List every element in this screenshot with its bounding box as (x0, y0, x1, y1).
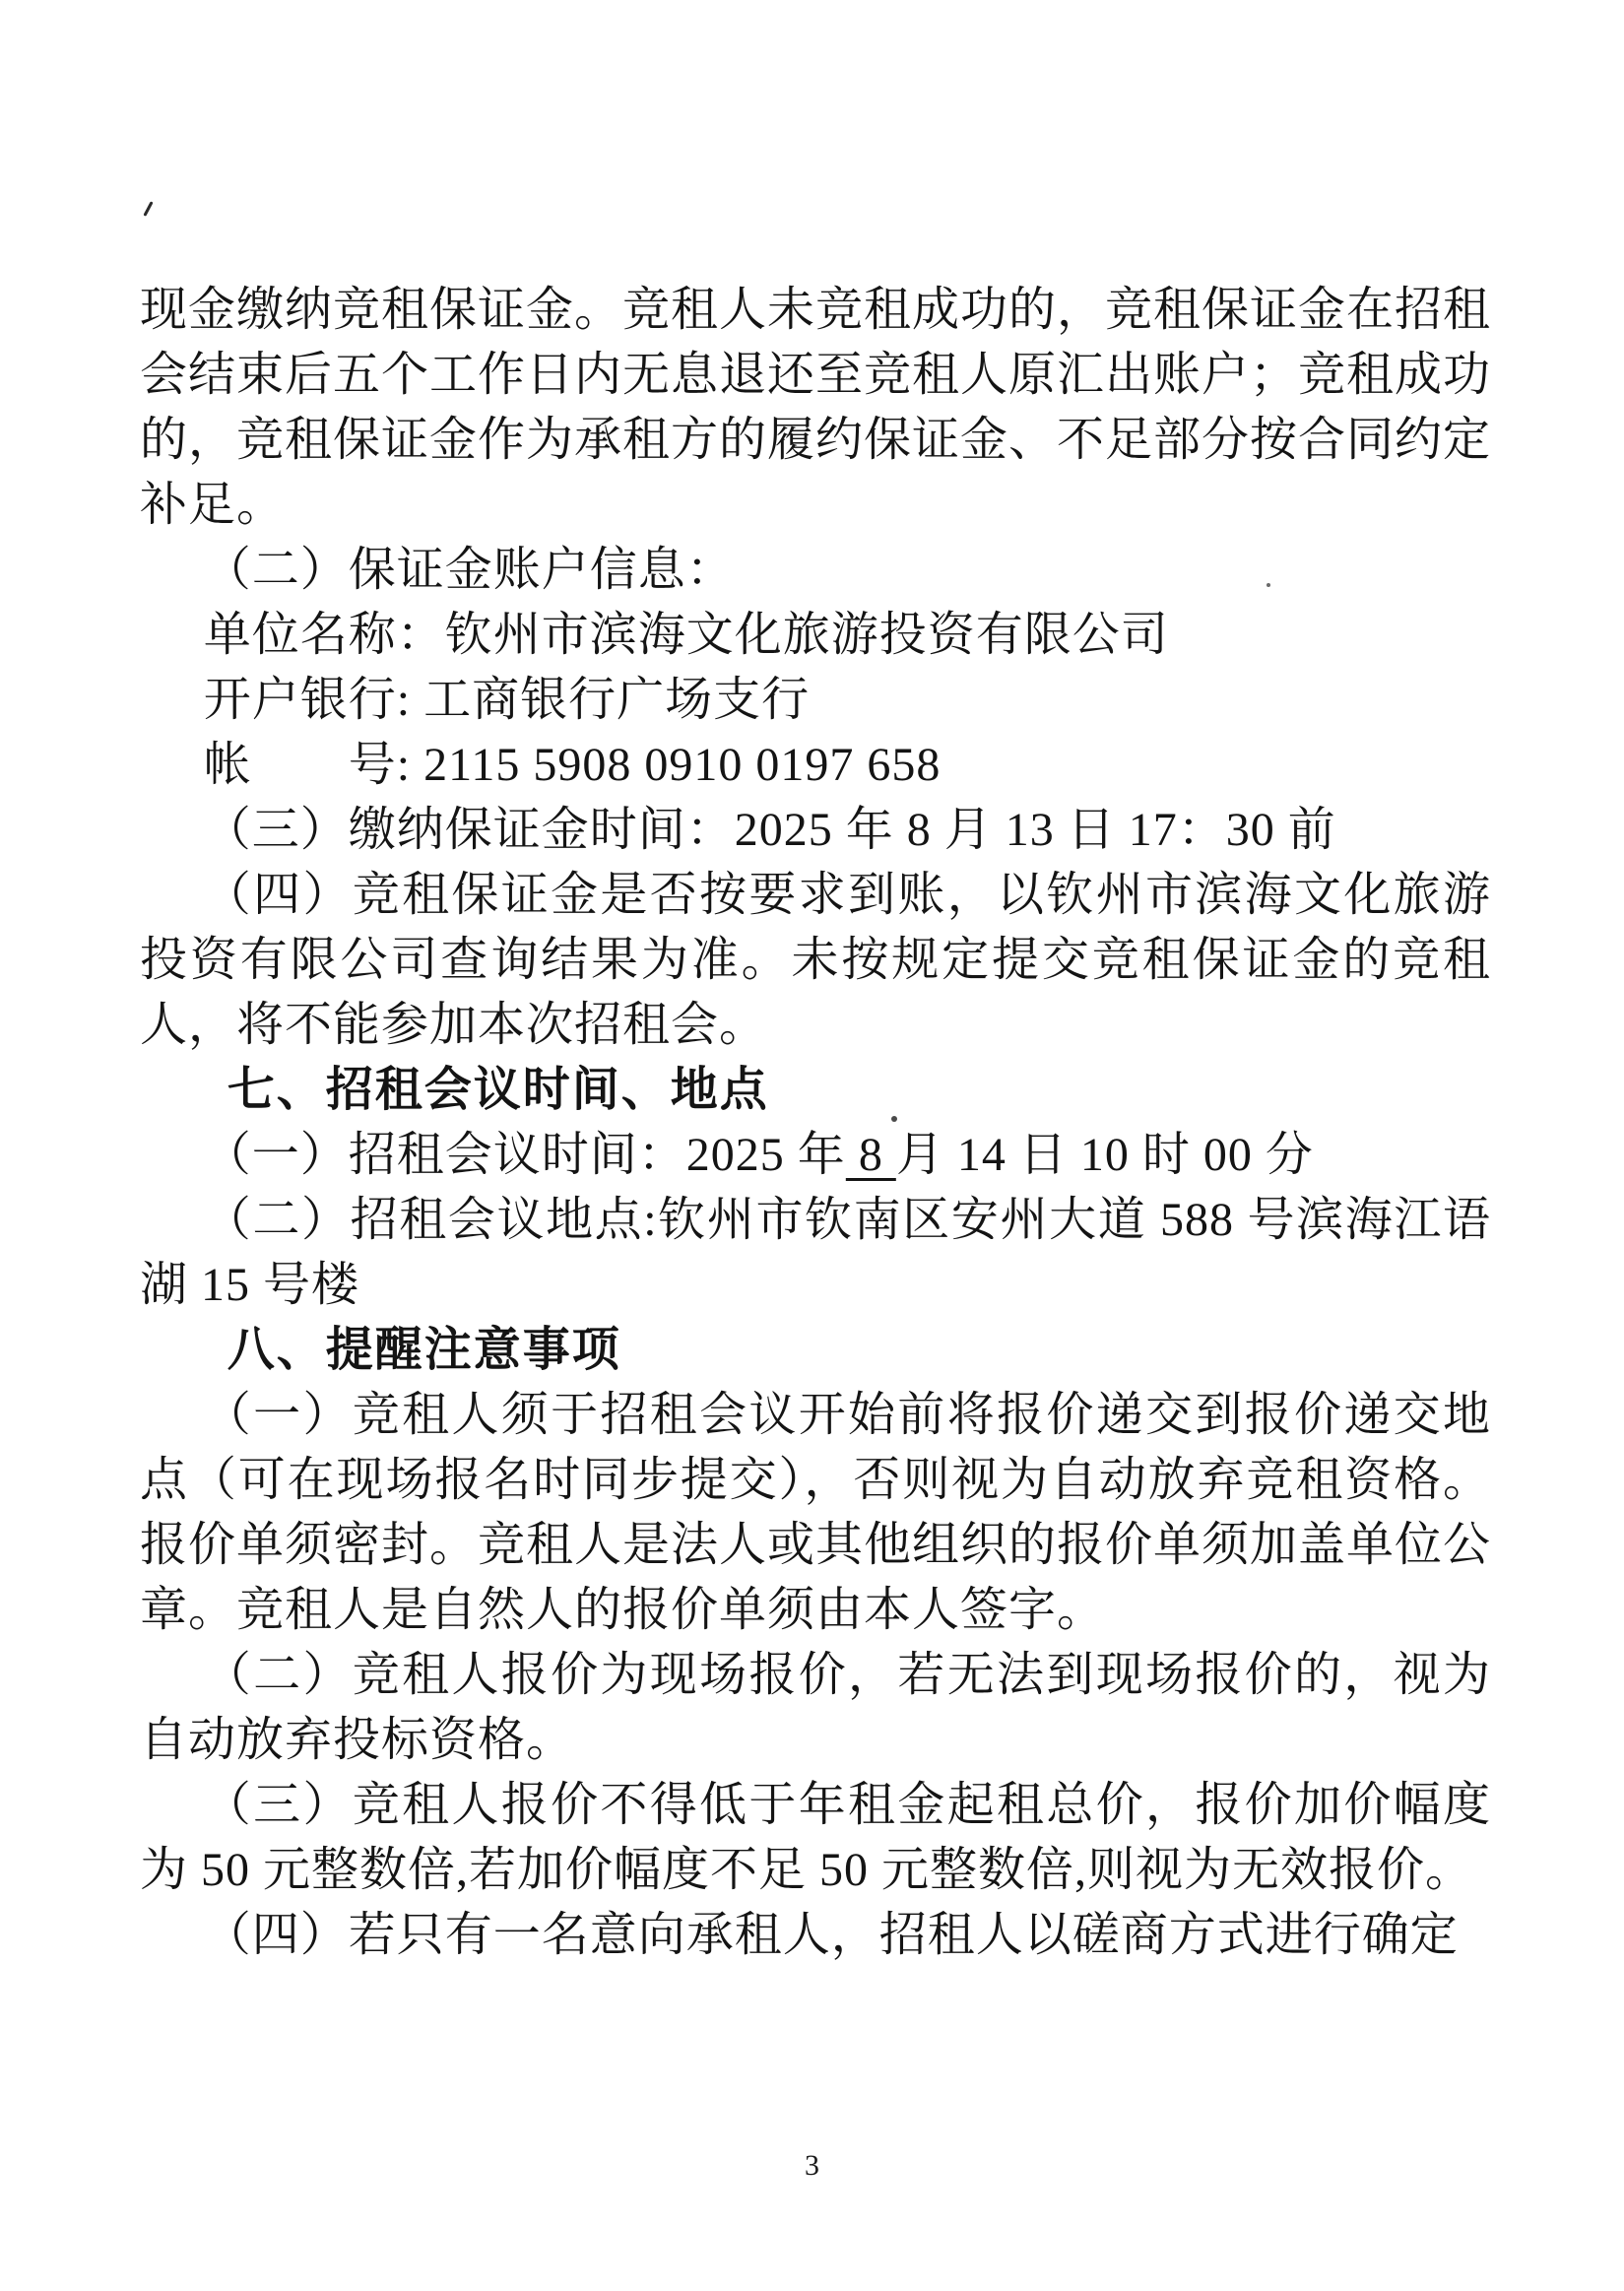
paragraph (140, 538, 1491, 603)
section-heading (140, 1318, 1491, 1383)
text-run: （三）竞租人报价不得低于年租金起租总价，报价加价幅度为 50 元整数倍,若加价幅度不足 50 元整数倍,则视为无效报价。 (140, 1779, 1491, 1896)
text-run: 月 14 日 10 时 00 分 (895, 1129, 1314, 1181)
text-run: 开户银行: 工商银行广场支行 (203, 674, 811, 726)
paragraph (140, 603, 1491, 668)
text-run: （一）竞租人须于招租会议开始前将报价递交到报价递交地点（可在现场报名时同步提交），否则视为自动放弃竞租资格。报价单须密封。竞租人是法人或其他组织的报价单须加盖单位公章。竞租人是自然人的报价单须由本人签字。 (140, 1389, 1492, 1636)
text-run: （二）保证金账户信息： (203, 544, 735, 596)
underlined-text: 8 (845, 1129, 896, 1181)
text-run: （四）若只有一名意向承租人，招租人以磋商方式进行确定 (203, 1909, 1459, 1961)
text-run: （一）招租会议时间：2025 年 (203, 1129, 846, 1181)
paragraph (140, 1643, 1491, 1773)
document-body (140, 278, 1491, 1968)
section-heading (140, 1058, 1491, 1123)
paragraph (140, 733, 1491, 798)
scan-artifact-tick (143, 201, 153, 217)
text-run: （二）竞租人报价为现场报价，若无法到现场报价的，视为自动放弃投标资格。 (140, 1649, 1491, 1766)
paragraph (140, 1188, 1491, 1318)
text-run: （二）招租会议地点:钦州市钦南区安州大道 588 号滨海江语湖 15 号楼 (140, 1194, 1491, 1311)
paragraph (140, 278, 1491, 538)
text-run: （三）缴纳保证金时间：2025 年 8 月 13 日 17：30 前 (203, 804, 1336, 856)
paragraph (140, 1773, 1491, 1903)
text-run: （四）竞租保证金是否按要求到账，以钦州市滨海文化旅游投资有限公司查询结果为准。未按规定提交竞租保证金的竞租人，将不能参加本次招租会。 (140, 869, 1491, 1051)
text-run: 帐 号: 2115 5908 0910 0197 658 (203, 739, 942, 791)
paragraph (140, 863, 1491, 1058)
text-run: 八、提醒注意事项 (227, 1324, 621, 1376)
paragraph (140, 1903, 1491, 1968)
text-run: 现金缴纳竞租保证金。竞租人未竞租成功的，竞租保证金在招租会结束后五个工作日内无息退还至竞租人原汇出账户；竞租成功的，竞租保证金作为承租方的履约保证金、不足部分按合同约定补足。 (140, 284, 1492, 531)
paragraph (140, 798, 1491, 863)
page-number: 3 (805, 2149, 819, 2182)
text-run: 单位名称：钦州市滨海文化旅游投资有限公司 (203, 609, 1169, 661)
paragraph (140, 1123, 1491, 1188)
paragraph (140, 1383, 1491, 1643)
text-run: 七、招租会议时间、地点 (227, 1064, 769, 1116)
paragraph (140, 668, 1491, 733)
